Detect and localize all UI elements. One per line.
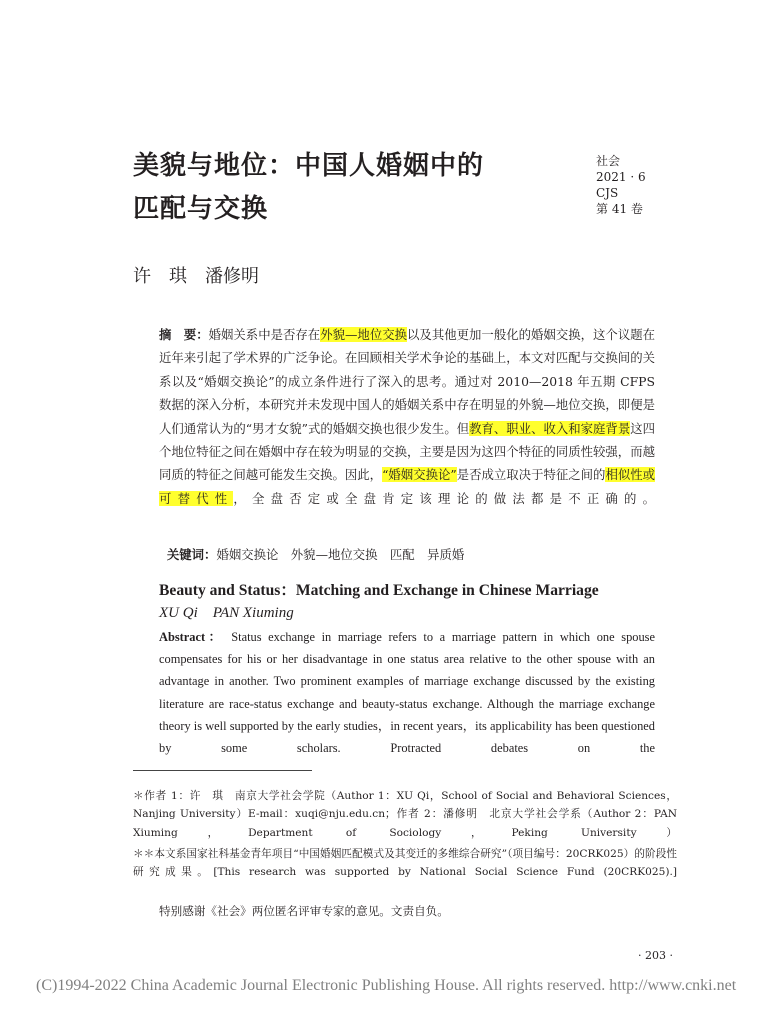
abstract-cn-s6: 是否成立取决于特征之间的 — [456, 467, 606, 483]
abstract-cn-s7: 相似性或可替代性 — [159, 467, 656, 506]
acknowledgement: 特别感谢《社会》两位匿名评审专家的意见。文责自负。 — [159, 904, 449, 918]
abstract-cn-s5: “婚姻交换论” — [382, 467, 457, 483]
footnote-authors: ＊作者 1：许 琪 南京大学社会学院（Author 1：XU Qi，School of Social and Behavioral Sciences，Nanjing University）E-mail：xuqi@nju.edu.cn；作者 2：潘修明 北京大学社会学系（Author 2：PAN Xiuming，Department of Sociology，Peking University） — [133, 790, 677, 839]
footnote-funding: ＊＊本文系国家社科基金青年项目“中国婚姻匹配模式及其变迁的多维综合研究”（项目编号：20CRK025）的阶段性研究成果。[This research was supported by National Social Science Fund (20CRK025).] — [133, 848, 677, 879]
journal-volume: 第 41 卷 — [596, 202, 643, 216]
journal-code: CJS — [596, 186, 619, 200]
authors-cn: 许 琪 潘修明 — [133, 266, 259, 287]
journal-issue: 2021 · 6 — [596, 170, 646, 184]
article-title-line1: 美貌与地位：中国人婚姻中的 — [133, 151, 485, 181]
keywords-cn — [159, 530, 464, 563]
copyright-watermark: (C)1994-2022 China Academic Journal Electronic Publishing House. All rights reserved. http://www.cnki.net — [36, 977, 737, 994]
abstract-cn-s2: 以及其他更加一般化的婚姻交换，这个议题在近年来引起了学术界的广泛争论。在回顾相关学术争论的基础上，本文对匹配与交换间的关系以及“婚姻交换论”的成立条件进行了深入的思考。通过对 2010—2018 年五期 CFPS 数据的深入分析，本研究并未发现中国人的婚姻关系中存在明显的外貌—地位交换，即便是人们通常认为的“男才女貌”式的婚姻交换也很少发生。但 — [159, 327, 656, 436]
page-number: · 203 · — [638, 949, 673, 962]
abstract-en — [159, 626, 655, 759]
abstract-cn-s3: 教育、职业、收入和家庭背景 — [469, 420, 631, 436]
journal-name: 社会 — [596, 154, 621, 168]
keywords-cn-label: 关键词： — [166, 547, 217, 562]
abstract-cn — [159, 323, 655, 510]
article-title-line2: 匹配与交换 — [133, 194, 269, 224]
abstract-cn-s4: 这四个地位特征之间在婚姻中存在较为明显的交换，主要是因为这四个特征的同质性较强，而越同质的特征之间越可能发生交换。因此， — [159, 420, 656, 483]
article-title-en: Beauty and Status：Matching and Exchange in Chinese Marriage — [159, 582, 599, 599]
abstract-en-label: Abstract： — [159, 630, 225, 644]
abstract-cn-s0: 婚姻关系中是否存在 — [208, 327, 321, 342]
authors-en: XU Qi PAN Xiuming — [159, 605, 294, 621]
abstract-cn-label: 摘 要： — [159, 327, 209, 342]
abstract-en-text: Status exchange in marriage refers to a marriage pattern in which one spouse compensates for his or her disadvantage in one status area relative to the other spouse with an advantage in another. Two prominent examples of marriage exchange discussed by the existing literature are race-status exchange and beauty-status exchange. Although the marriage exchange theory is well supported by the early studies，in recent years，its applicability has been questioned by some scholars. Protracted debates on the — [159, 630, 655, 756]
keywords-cn-text: 婚姻交换论 外貌—地位交换 匹配 异质婚 — [216, 547, 465, 562]
abstract-cn-s1: 外貌—地位交换 — [320, 327, 408, 342]
abstract-cn-s8: ，全盘否定或全盘肯定该理论的做法都是不正确的。 — [233, 490, 656, 506]
footnote-rule — [133, 770, 312, 771]
